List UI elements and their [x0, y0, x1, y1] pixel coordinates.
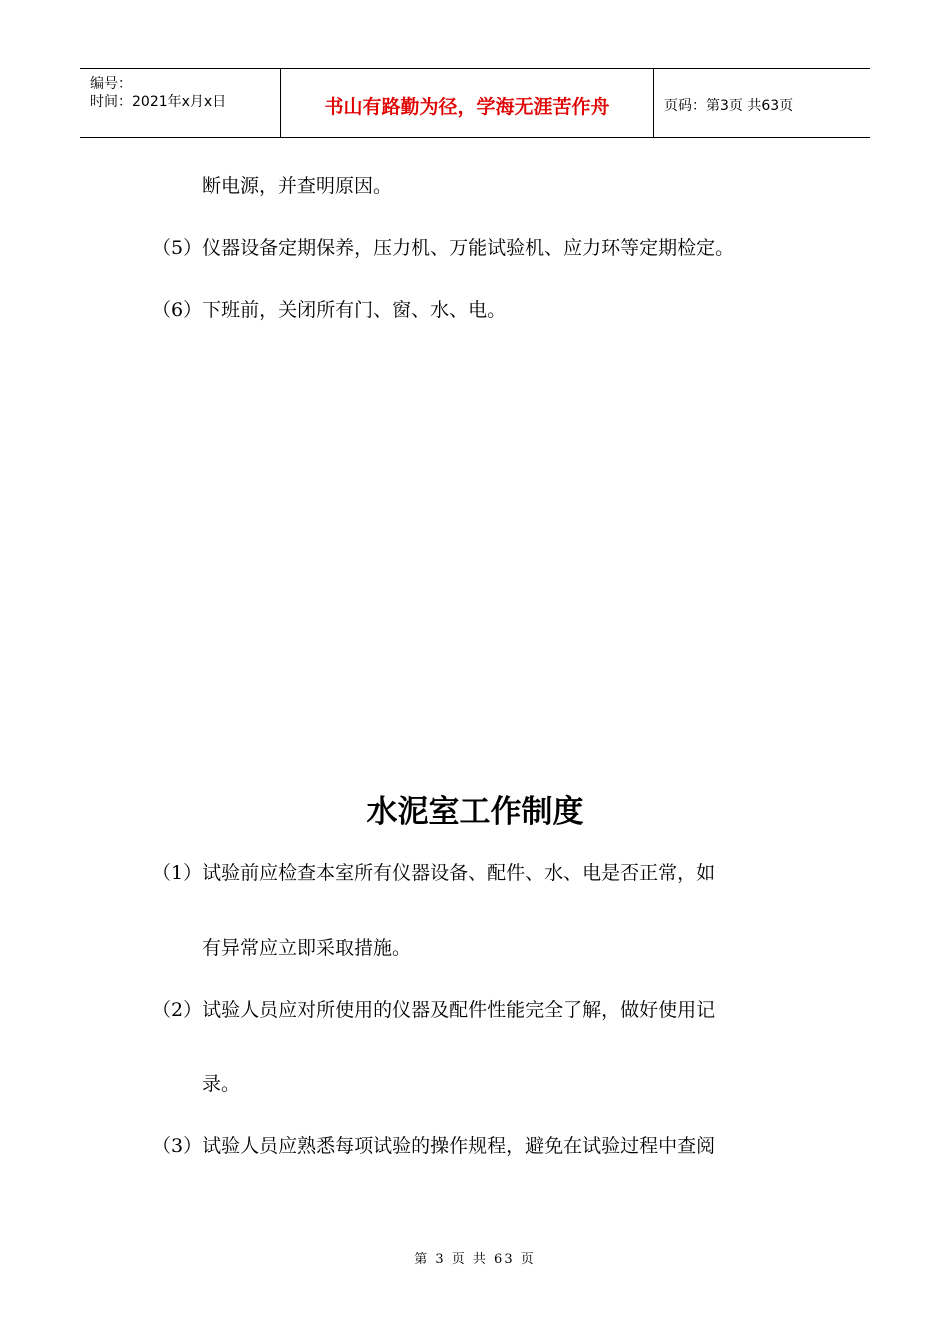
paragraph-line: （2）试验人员应对所使用的仪器及配件性能完全了解，做好使用记: [152, 999, 716, 1021]
document-header: [80, 68, 870, 138]
paragraph-line: （1）试验前应检查本室所有仪器设备、配件、水、电是否正常，如: [152, 862, 716, 884]
header-motto: 书山有路勤为径，学海无涯苦作舟: [281, 69, 654, 137]
paragraph-line: （3）试验人员应熟悉每项试验的操作规程，避免在试验过程中查阅: [152, 1135, 716, 1157]
paragraph-line: 有异常应立即采取措施。: [202, 937, 412, 959]
header-number-label: 编号：: [90, 76, 132, 92]
paragraph-line: 录。: [202, 1073, 241, 1095]
header-page-info: 页码：第3页 共63页: [664, 98, 794, 114]
paragraph-line: （5）仪器设备定期保养，压力机、万能试验机、应力环等定期检定。: [152, 237, 735, 259]
header-time-label: 时间：2021年x月x日: [90, 94, 227, 110]
header-meta-cell: [80, 69, 281, 137]
paragraph-line: （6）下班前，关闭所有门、窗、水、电。: [152, 299, 507, 321]
page-footer: 第 3 页 共 63 页: [414, 1252, 536, 1267]
section-title: 水泥室工作制度: [366, 794, 584, 830]
paragraph-line: 断电源，并查明原因。: [202, 175, 393, 197]
